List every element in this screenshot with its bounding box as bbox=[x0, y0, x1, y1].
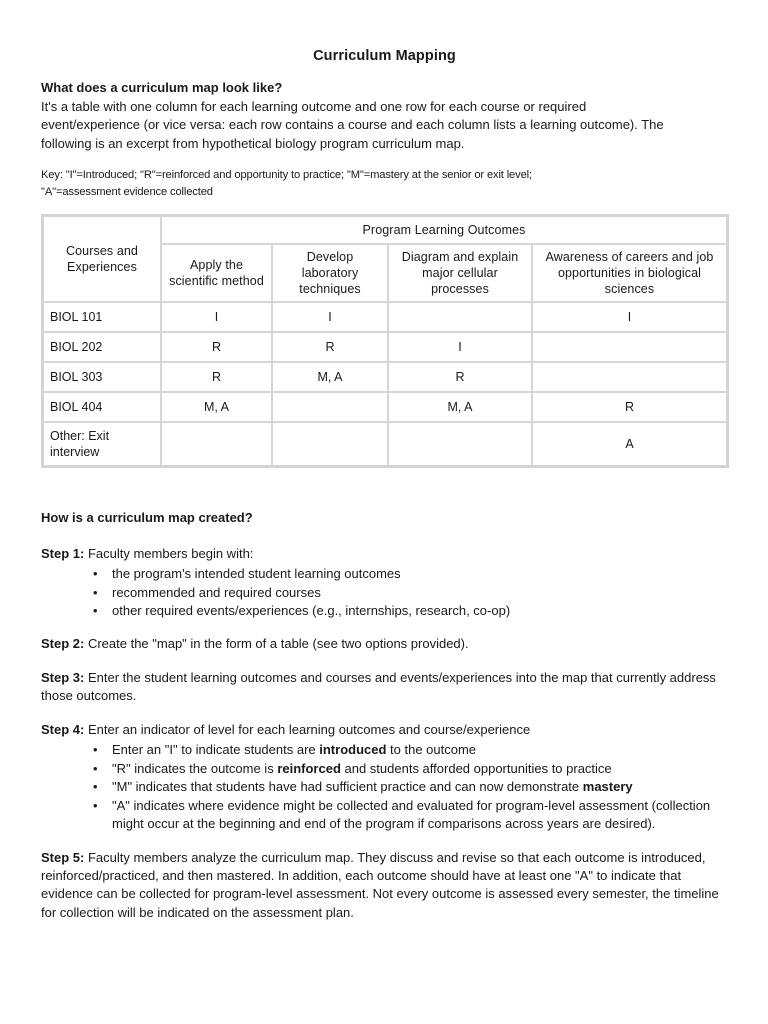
intro-section bbox=[41, 79, 728, 199]
column-header-outcome-4: Awareness of careers and job opportunities in biological sciences bbox=[532, 244, 727, 302]
list-item bbox=[41, 778, 728, 796]
mark-cell bbox=[532, 332, 727, 362]
list-item-text-post: to the outcome bbox=[386, 742, 477, 758]
mark-cell bbox=[388, 422, 532, 466]
table-row bbox=[43, 362, 727, 392]
mark-cell: R bbox=[388, 362, 532, 392]
step-4-bullet-list bbox=[41, 741, 728, 833]
step-1-label: Step 1: bbox=[41, 545, 85, 561]
curriculum-map-table-wrapper bbox=[41, 214, 728, 468]
bullet-icon: • bbox=[93, 797, 98, 813]
list-item-emphasis: mastery bbox=[582, 779, 633, 795]
mark-cell: M, A bbox=[388, 392, 532, 422]
list-item bbox=[41, 602, 728, 620]
list-item-emphasis: reinforced bbox=[277, 760, 341, 776]
course-name: BIOL 202 bbox=[43, 332, 161, 362]
mark-cell bbox=[532, 362, 727, 392]
table-row bbox=[43, 302, 727, 332]
bullet-icon: • bbox=[93, 779, 98, 795]
column-header-outcome-1: Apply the scientific method bbox=[161, 244, 272, 302]
step-3-text: Enter the student learning outcomes and courses and events/experiences into the map that currently address those outcomes. bbox=[41, 669, 716, 704]
step-2-label: Step 2: bbox=[41, 636, 85, 652]
mark-cell: I bbox=[161, 302, 272, 332]
list-item-text-post: and students afforded opportunities to practice bbox=[340, 760, 612, 776]
list-item bbox=[41, 760, 728, 778]
step-2-paragraph bbox=[41, 635, 726, 653]
intro-heading: What does a curriculum map look like? bbox=[41, 80, 283, 96]
mark-cell: I bbox=[388, 332, 532, 362]
step-2-text: Create the "map" in the form of a table (see two options provided). bbox=[84, 636, 469, 652]
mark-cell bbox=[388, 302, 532, 332]
list-item-text-pre: "R" indicates the outcome is bbox=[112, 760, 278, 776]
step-5-label: Step 5: bbox=[41, 849, 85, 865]
mark-cell: I bbox=[532, 302, 727, 332]
mark-cell: A bbox=[532, 422, 727, 466]
bullet-icon: • bbox=[93, 742, 98, 758]
table-corner-header: Courses and Experiences bbox=[43, 216, 161, 302]
table-header-row-group bbox=[43, 216, 727, 244]
list-item bbox=[41, 797, 728, 834]
mark-cell bbox=[272, 422, 388, 466]
list-item-text-pre: "A" indicates where evidence might be collected and evaluated for program-level assessment (collection might occur at the beginning and end of the program if comparisons across years are desired). bbox=[112, 797, 711, 832]
bullet-icon: • bbox=[93, 566, 98, 582]
mark-cell: I bbox=[272, 302, 388, 332]
page-title: Curriculum Mapping bbox=[313, 48, 456, 64]
mark-cell: R bbox=[161, 362, 272, 392]
table-group-header: Program Learning Outcomes bbox=[161, 216, 727, 244]
mark-cell: M, A bbox=[272, 362, 388, 392]
step-1-text: Faculty members begin with: bbox=[84, 545, 254, 561]
table-row bbox=[43, 422, 727, 466]
mark-cell bbox=[161, 422, 272, 466]
curriculum-map-table bbox=[41, 214, 729, 468]
list-item bbox=[41, 584, 728, 602]
list-item-text-pre: Enter an "I" to indicate students are bbox=[112, 742, 320, 758]
step-4-label: Step 4: bbox=[41, 721, 85, 737]
spacer bbox=[41, 620, 728, 635]
spacer bbox=[41, 706, 728, 721]
list-item-emphasis: introduced bbox=[319, 742, 387, 758]
bullet-icon: • bbox=[93, 760, 98, 776]
list-item bbox=[41, 741, 728, 759]
key-legend bbox=[41, 167, 681, 199]
bullet-icon: • bbox=[93, 603, 98, 619]
mark-cell: R bbox=[161, 332, 272, 362]
key-line-2: "A"=assessment evidence collected bbox=[41, 185, 213, 198]
table-row bbox=[43, 392, 727, 422]
column-header-outcome-2: Develop laboratory techniques bbox=[272, 244, 388, 302]
bullet-icon: • bbox=[93, 584, 98, 600]
spacer bbox=[41, 834, 728, 849]
list-item-label: other required events/experiences (e.g., internships, research, co-op) bbox=[112, 603, 511, 619]
table-head bbox=[43, 216, 727, 302]
step-3-paragraph bbox=[41, 669, 726, 706]
column-header-outcome-3: Diagram and explain major cellular processes bbox=[388, 244, 532, 302]
step-1-paragraph bbox=[41, 545, 726, 563]
course-name: BIOL 404 bbox=[43, 392, 161, 422]
course-name: Other: Exit interview bbox=[43, 422, 161, 466]
step-3-label: Step 3: bbox=[41, 669, 85, 685]
course-name: BIOL 101 bbox=[43, 302, 161, 332]
table-body bbox=[43, 302, 727, 466]
spacer bbox=[41, 654, 728, 669]
mark-cell: R bbox=[532, 392, 727, 422]
mark-cell: R bbox=[272, 332, 388, 362]
mark-cell bbox=[272, 392, 388, 422]
step-1-bullet-list bbox=[41, 565, 728, 620]
intro-paragraph: It's a table with one column for each learning outcome and one row for each course or required event/experience (or vice versa: each row contains a course and each column lists a learning outcome). The following is an excerpt from hypothetical biology program curriculum map. bbox=[41, 98, 664, 151]
key-line-1: Key: "I"=Introduced; "R"=reinforced and opportunity to practice; "M"=mastery at the senior or exit level; bbox=[41, 169, 532, 182]
steps-section bbox=[41, 510, 728, 923]
table-row bbox=[43, 332, 727, 362]
step-5-paragraph bbox=[41, 849, 726, 923]
mark-cell: M, A bbox=[161, 392, 272, 422]
step-5-text: Faculty members analyze the curriculum map. They discuss and revise so that each outcome is introduced, reinforced/practiced, and then mastered. In addition, each outcome should have at least one "A" to indicate that evidence can be collected for program-level assessment. Not every outcome is assessed every semester, the timeline for collection will be indicated on the assessment plan. bbox=[41, 849, 719, 920]
step-4-text: Enter an indicator of level for each learning outcomes and course/experience bbox=[84, 721, 531, 737]
list-item-label: the program's intended student learning outcomes bbox=[112, 566, 401, 582]
list-item-label: recommended and required courses bbox=[112, 584, 321, 600]
list-item bbox=[41, 565, 728, 583]
steps-heading: How is a curriculum map created? bbox=[41, 509, 253, 525]
step-4-paragraph bbox=[41, 721, 726, 739]
course-name: BIOL 303 bbox=[43, 362, 161, 392]
list-item-text-pre: "M" indicates that students have had sufficient practice and can now demonstrate bbox=[112, 779, 583, 795]
